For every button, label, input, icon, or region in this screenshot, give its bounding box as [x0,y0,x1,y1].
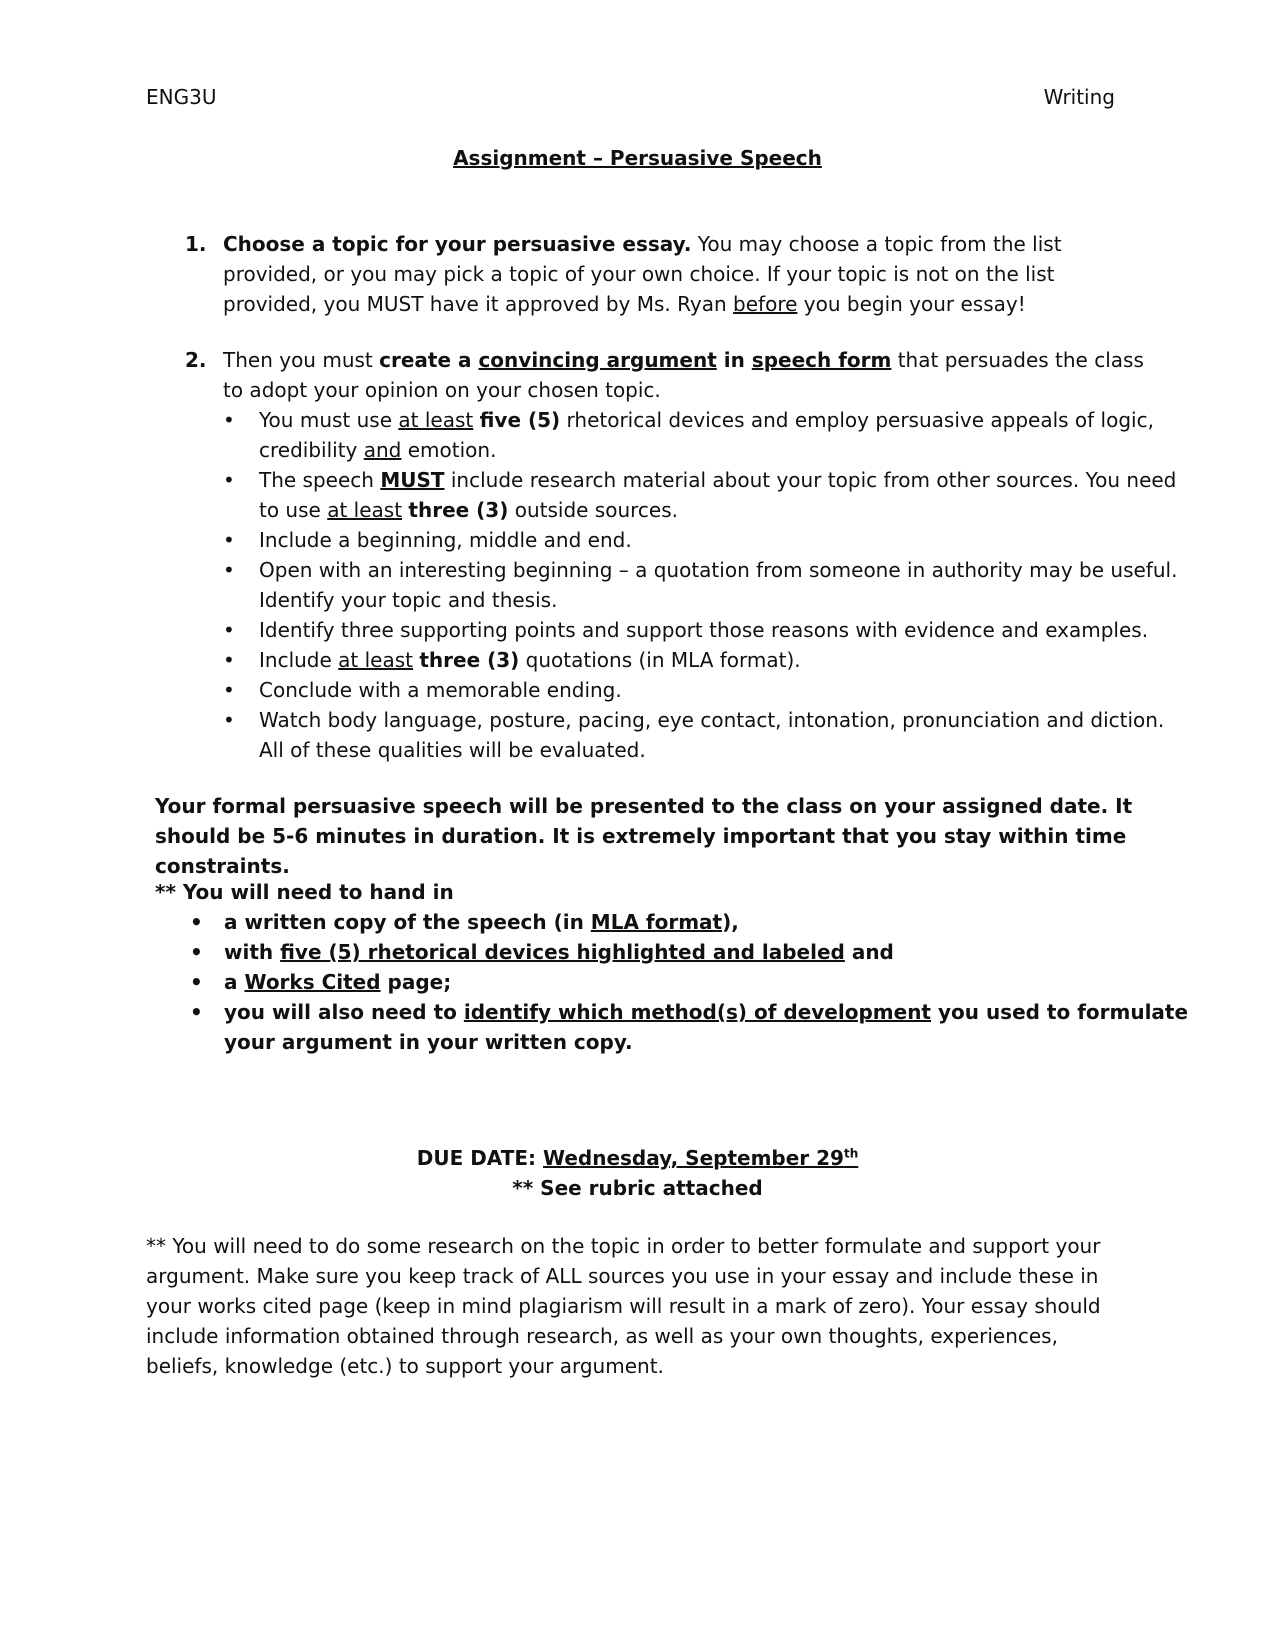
item-text-part: that persuades the class to adopt your opinion on your chosen topic. [223,348,1144,402]
hand-in-list [190,907,1190,1057]
due-date-label: DUE DATE: [416,1146,543,1170]
text-part: outside sources. [508,498,678,522]
text-part: The speech [259,468,381,492]
text-part: Conclude with a memorable ending. [259,678,622,702]
text-part: you will also need to [224,1000,464,1024]
text-part: rhetorical devices and employ persuasive appeals of logic, credibility [259,408,1154,462]
list-item [223,645,1183,675]
item-bold-lead: Choose a topic for your persuasive essay. [223,232,692,256]
list-item [223,615,1183,645]
bold-underlined-text: MUST [380,468,445,492]
list-item [223,705,1183,765]
item-number: 1. [185,232,207,256]
text-part: You must use [259,408,399,432]
hand-in-intro: ** You will need to hand in [155,880,454,904]
text-part: Include a beginning, middle and end. [259,528,632,552]
bold-text: create a [379,348,479,372]
bold-text: three (3) [419,648,520,672]
bullet-icon: • [190,970,203,994]
formal-speech-paragraph: Your formal persuasive speech will be presented to the class on your assigned date. It should be 5-6 minutes in duration. It is extremely important that you stay within time constraints. [155,794,1133,878]
item-text [223,229,1145,319]
underlined-text: five (5) rhetorical devices highlighted and labeled [280,940,845,964]
section-label: Writing [1043,85,1115,109]
bullet-icon: • [223,618,235,642]
due-date-value: Wednesday, September 29 [543,1146,844,1170]
text-part: with [224,940,281,964]
due-date-suffix: th [843,1146,859,1161]
item-number: 2. [185,348,207,372]
text-part: include research material about your topic from other sources. You need to use [259,468,1177,522]
list-item [223,675,1183,705]
text-part: quotations (in MLA format). [519,648,801,672]
item-text-part: you begin your essay! [797,292,1026,316]
list-item [190,997,1190,1057]
list-item [190,907,1190,937]
bullet-icon: • [223,558,235,582]
bullet-icon: • [190,910,203,934]
bullet-icon: • [190,1000,203,1024]
underlined-text: Works Cited [244,970,381,994]
bullet-icon: • [223,708,235,732]
underlined-word: and [363,438,402,462]
bullet-icon: • [190,940,203,964]
text-part: Identify three supporting points and support those reasons with evidence and examples. [259,618,1149,642]
bold-text: three (3) [408,498,509,522]
rubric-note: ** See rubric attached [512,1176,763,1200]
item-text-part: You may choose a topic from the list provided, or you may pick a topic of your own choice. If your topic is not on the list provided, you MUST have it approved by Ms. Ryan [223,232,1062,316]
bold-underlined-text: speech form [751,348,892,372]
text-part: emotion. [401,438,497,462]
underlined-word: before [733,292,798,316]
bold-text: five (5) [479,408,561,432]
bold-underlined-text: convincing argument [478,348,717,372]
bullet-icon: • [223,408,235,432]
numbered-item-1 [185,229,1145,319]
bullet-icon: • [223,648,235,672]
research-note: ** You will need to do some research on the topic in order to better formulate and support your argument. Make sure you keep track of ALL sources you use in your essay and include these in your works cited page (keep in mind plagiarism will result in a mark of zero). Your essay should include information obtained through research, as well as your own thoughts, experiences, beliefs, knowledge (etc.) to support your argument. [146,1234,1101,1378]
list-item [223,405,1183,465]
course-code: ENG3U [146,85,217,109]
list-item [223,525,1183,555]
text-part: a written copy of the speech (in [224,910,591,934]
underlined-text: MLA format [590,910,723,934]
text-part: you used to formulate your argument in your written copy. [224,1000,1189,1054]
item-text [223,345,1145,405]
bold-text: in [716,348,752,372]
text-part: page; [380,970,452,994]
requirements-list [223,405,1183,765]
list-item [190,937,1190,967]
text-part: ), [722,910,739,934]
text-part: Open with an interesting beginning – a quotation from someone in authority may be useful. Identify your topic and thesis. [259,558,1178,612]
underlined-word: at least [398,408,474,432]
numbered-item-2 [185,345,1145,405]
text-part: Include [259,648,339,672]
list-item [223,465,1183,525]
underlined-text: identify which method(s) of development [463,1000,931,1024]
due-date [0,1143,1275,1173]
underlined-word: at least [327,498,403,522]
text-part: a [224,970,245,994]
page-title: Assignment – Persuasive Speech [453,146,822,170]
text-part: and [844,940,894,964]
text-part: Watch body language, posture, pacing, eye contact, intonation, pronunciation and diction. All of these qualities will be evaluated. [259,708,1165,762]
underlined-word: at least [338,648,414,672]
item-text-part: Then you must [223,348,380,372]
bullet-icon: • [223,678,235,702]
list-item [223,555,1183,615]
list-item [190,967,1190,997]
bullet-icon: • [223,528,235,552]
bullet-icon: • [223,468,235,492]
